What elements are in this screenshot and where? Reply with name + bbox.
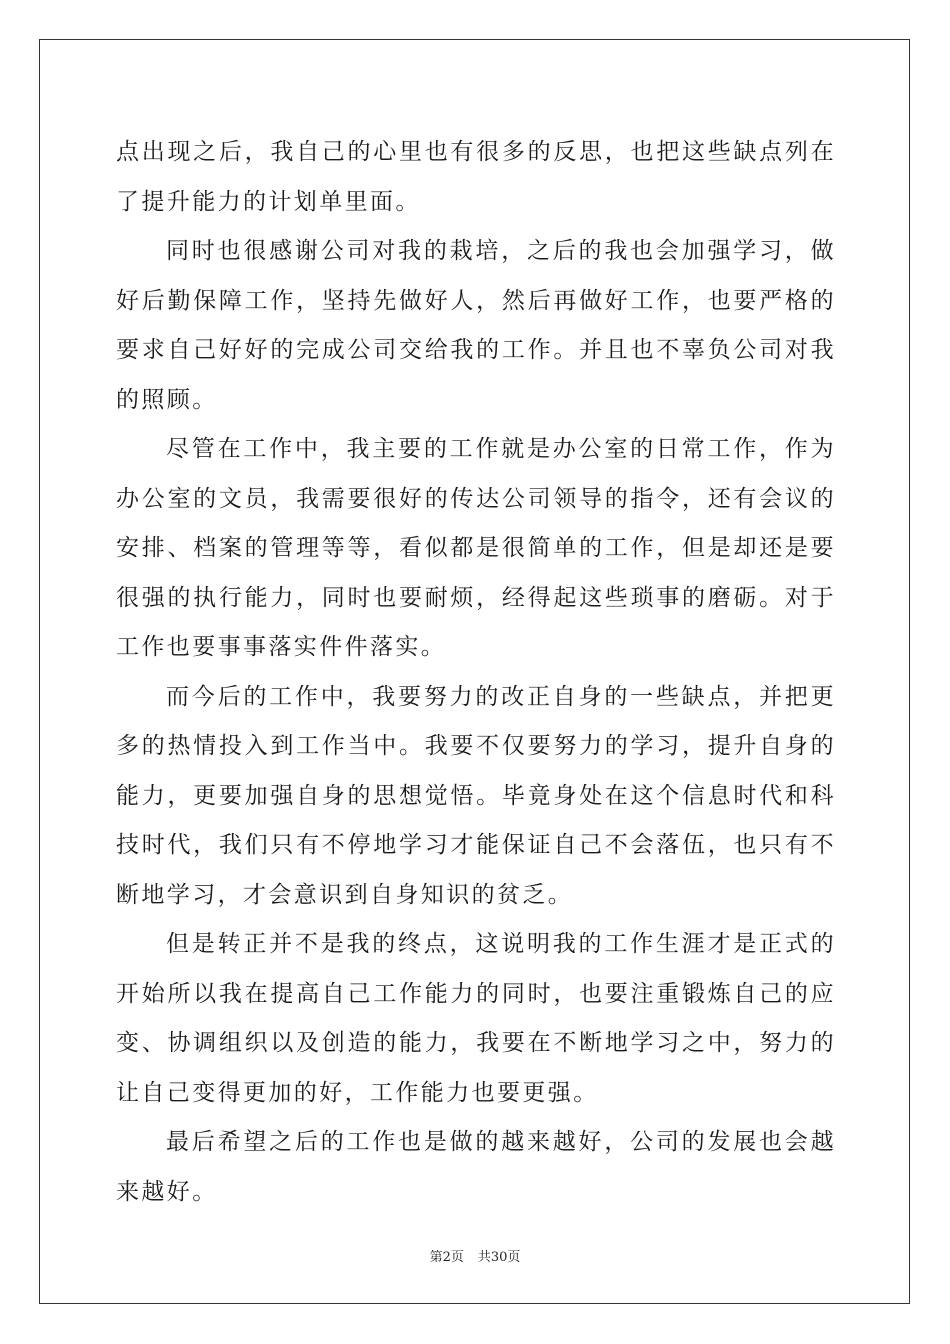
page-footer [0, 1246, 950, 1265]
page-number: 第2页 [429, 1250, 464, 1265]
paragraph: 同时也很感谢公司对我的栽培，之后的我也会加强学习，做好后勤保障工作，坚持先做好人，然后再做好工作，也要严格的要求自己好好的完成公司交给我的工作。并且也不辜负公司对我的照顾。 [116, 238, 836, 413]
paragraph: 而今后的工作中，我要努力的改正自身的一些缺点，并把更多的热情投入到工作当中。我要不仅要努力的学习，提升自身的能力，更要加强自身的思想觉悟。毕竟身处在这个信息时代和科技时代，我们只有不停地学习才能保证自己不会落伍，也只有不断地学习，才会意识到自身知识的贫乏。 [116, 683, 836, 908]
total-pages: 共30页 [477, 1250, 521, 1265]
paragraph: 最后希望之后的工作也是做的越来越好，公司的发展也会越来越好。 [116, 1129, 836, 1205]
document-body [116, 128, 836, 1217]
paragraph-continued: 点出现之后，我自己的心里也有很多的反思，也把这些缺点列在了提升能力的计划单里面。 [116, 139, 836, 215]
paragraph: 但是转正并不是我的终点，这说明我的工作生涯才是正式的开始所以我在提高自己工作能力的同时，也要注重锻炼自己的应变、协调组织以及创造的能力，我要在不断地学习之中，努力的让自己变得更加的好，工作能力也要更强。 [116, 931, 836, 1106]
paragraph: 尽管在工作中，我主要的工作就是办公室的日常工作，作为办公室的文员，我需要很好的传达公司领导的指令，还有会议的安排、档案的管理等等，看似都是很简单的工作，但是却还是要很强的执行能力，同时也要耐烦，经得起这些琐事的磨砺。对于工作也要事事落实件件落实。 [116, 436, 836, 660]
